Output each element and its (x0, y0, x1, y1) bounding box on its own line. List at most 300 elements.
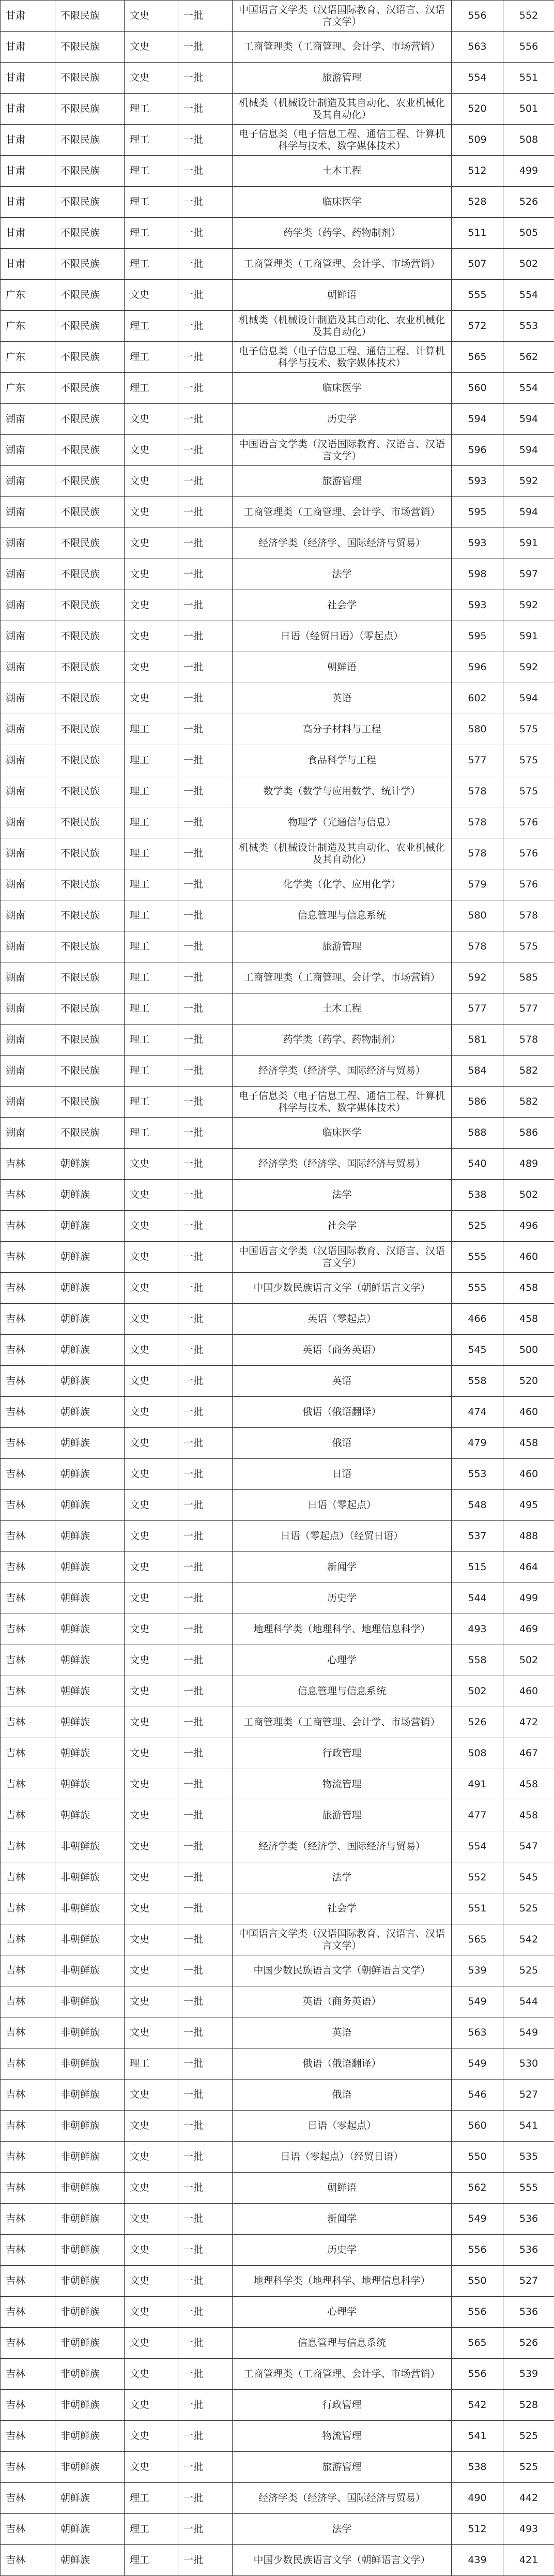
max-score-cell: 538 (452, 1180, 503, 1211)
batch-cell: 一批 (178, 590, 233, 621)
table-row (1, 2266, 554, 2297)
batch-cell: 一批 (178, 1831, 233, 1862)
major-cell: 工商管理类（工商管理、会计学、市场营销） (233, 962, 452, 993)
min-score-cell: 499 (503, 1583, 554, 1614)
province-cell: 甘肃 (1, 1, 55, 32)
max-score-cell: 549 (452, 2204, 503, 2235)
province-cell: 吉林 (1, 2266, 55, 2297)
subject-cell: 文史 (125, 466, 178, 497)
major-cell: 中国语言文学类（汉语国际教育、汉语言、汉语言文学） (233, 1924, 452, 1955)
ethnicity-cell: 朝鲜族 (55, 1738, 125, 1769)
max-score-cell: 439 (452, 2545, 503, 2576)
batch-cell: 一批 (178, 1335, 233, 1366)
subject-cell: 文史 (125, 1149, 178, 1180)
batch-cell: 一批 (178, 2297, 233, 2328)
subject-cell: 文史 (125, 2204, 178, 2235)
table-row (1, 714, 554, 745)
batch-cell: 一批 (178, 1211, 233, 1242)
major-cell: 中国语言文学类（汉语国际教育、汉语言、汉语言文学） (233, 1, 452, 32)
table-row (1, 2359, 554, 2390)
min-score-cell: 594 (503, 435, 554, 466)
major-cell: 机械类（机械设计制造及其自动化、农业机械化及其自动化） (233, 311, 452, 342)
max-score-cell: 466 (452, 1304, 503, 1335)
min-score-cell: 544 (503, 1986, 554, 2017)
major-cell: 历史学 (233, 2235, 452, 2266)
table-row (1, 1459, 554, 1490)
ethnicity-cell: 不限民族 (55, 125, 125, 156)
batch-cell: 一批 (178, 1645, 233, 1676)
province-cell: 吉林 (1, 1614, 55, 1645)
max-score-cell: 553 (452, 1459, 503, 1490)
batch-cell: 一批 (178, 1893, 233, 1924)
max-score-cell: 541 (452, 2421, 503, 2452)
major-cell: 社会学 (233, 590, 452, 621)
major-cell: 化学类（化学、应用化学） (233, 869, 452, 900)
major-cell: 物流管理 (233, 2421, 452, 2452)
subject-cell: 文史 (125, 1676, 178, 1707)
table-row (1, 218, 554, 249)
table-row (1, 2328, 554, 2359)
ethnicity-cell: 不限民族 (55, 962, 125, 993)
table-row (1, 2235, 554, 2266)
ethnicity-cell: 非朝鲜族 (55, 1955, 125, 1986)
major-cell: 临床医学 (233, 187, 452, 218)
batch-cell: 一批 (178, 1614, 233, 1645)
batch-cell: 一批 (178, 1118, 233, 1149)
ethnicity-cell: 朝鲜族 (55, 1707, 125, 1738)
major-cell: 日语（零起点）（经贸日语） (233, 2142, 452, 2173)
subject-cell: 文史 (125, 1490, 178, 1521)
province-cell: 甘肃 (1, 32, 55, 63)
max-score-cell: 593 (452, 528, 503, 559)
min-score-cell: 594 (503, 497, 554, 528)
min-score-cell: 575 (503, 776, 554, 807)
province-cell: 湖南 (1, 1056, 55, 1087)
table-row (1, 1273, 554, 1304)
min-score-cell: 493 (503, 2514, 554, 2545)
major-cell: 旅游管理 (233, 63, 452, 94)
min-score-cell: 555 (503, 2173, 554, 2204)
max-score-cell: 578 (452, 776, 503, 807)
max-score-cell: 565 (452, 342, 503, 373)
ethnicity-cell: 朝鲜族 (55, 1490, 125, 1521)
min-score-cell: 549 (503, 2017, 554, 2048)
batch-cell: 一批 (178, 2421, 233, 2452)
max-score-cell: 578 (452, 931, 503, 962)
province-cell: 甘肃 (1, 125, 55, 156)
province-cell: 吉林 (1, 2452, 55, 2483)
ethnicity-cell: 不限民族 (55, 1118, 125, 1149)
max-score-cell: 490 (452, 2483, 503, 2514)
major-cell: 俄语（俄语翻译） (233, 2048, 452, 2080)
table-row (1, 1056, 554, 1087)
batch-cell: 一批 (178, 931, 233, 962)
province-cell: 湖南 (1, 683, 55, 714)
province-cell: 湖南 (1, 714, 55, 745)
subject-cell: 文史 (125, 2017, 178, 2048)
table-row (1, 187, 554, 218)
batch-cell: 一批 (178, 2390, 233, 2421)
batch-cell: 一批 (178, 2452, 233, 2483)
major-cell: 信息管理与信息系统 (233, 900, 452, 931)
table-row (1, 1893, 554, 1924)
ethnicity-cell: 非朝鲜族 (55, 2359, 125, 2390)
subject-cell: 文史 (125, 652, 178, 683)
table-row (1, 869, 554, 900)
major-cell: 旅游管理 (233, 466, 452, 497)
table-row (1, 1986, 554, 2017)
batch-cell: 一批 (178, 1087, 233, 1118)
province-cell: 湖南 (1, 931, 55, 962)
subject-cell: 理工 (125, 2514, 178, 2545)
batch-cell: 一批 (178, 1, 233, 32)
major-cell: 工商管理类（工商管理、会计学、市场营销） (233, 32, 452, 63)
max-score-cell: 542 (452, 2390, 503, 2421)
batch-cell: 一批 (178, 32, 233, 63)
ethnicity-cell: 不限民族 (55, 1, 125, 32)
min-score-cell: 502 (503, 249, 554, 280)
ethnicity-cell: 朝鲜族 (55, 1397, 125, 1428)
major-cell: 日语（零起点）（经贸日语） (233, 1521, 452, 1552)
subject-cell: 文史 (125, 559, 178, 590)
min-score-cell: 592 (503, 590, 554, 621)
table-row (1, 1614, 554, 1645)
province-cell: 吉林 (1, 1397, 55, 1428)
min-score-cell: 592 (503, 652, 554, 683)
batch-cell: 一批 (178, 2266, 233, 2297)
min-score-cell: 525 (503, 2452, 554, 2483)
subject-cell: 文史 (125, 32, 178, 63)
subject-cell: 文史 (125, 1831, 178, 1862)
province-cell: 吉林 (1, 2017, 55, 2048)
subject-cell: 文史 (125, 1335, 178, 1366)
max-score-cell: 526 (452, 1707, 503, 1738)
province-cell: 吉林 (1, 1273, 55, 1304)
min-score-cell: 586 (503, 1118, 554, 1149)
min-score-cell: 591 (503, 528, 554, 559)
max-score-cell: 512 (452, 2514, 503, 2545)
batch-cell: 一批 (178, 652, 233, 683)
province-cell: 甘肃 (1, 156, 55, 187)
ethnicity-cell: 不限民族 (55, 497, 125, 528)
table-row (1, 1645, 554, 1676)
subject-cell: 文史 (125, 2452, 178, 2483)
table-row (1, 2048, 554, 2080)
min-score-cell: 536 (503, 2235, 554, 2266)
min-score-cell: 578 (503, 900, 554, 931)
province-cell: 吉林 (1, 1769, 55, 1800)
table-row (1, 2390, 554, 2421)
max-score-cell: 560 (452, 373, 503, 404)
table-row (1, 1738, 554, 1769)
ethnicity-cell: 非朝鲜族 (55, 2173, 125, 2204)
min-score-cell: 576 (503, 838, 554, 869)
batch-cell: 一批 (178, 156, 233, 187)
batch-cell: 一批 (178, 745, 233, 776)
subject-cell: 文史 (125, 1, 178, 32)
major-cell: 旅游管理 (233, 2452, 452, 2483)
batch-cell: 一批 (178, 1428, 233, 1459)
province-cell: 吉林 (1, 1955, 55, 1986)
ethnicity-cell: 非朝鲜族 (55, 2421, 125, 2452)
min-score-cell: 552 (503, 1, 554, 32)
min-score-cell: 467 (503, 1738, 554, 1769)
ethnicity-cell: 朝鲜族 (55, 1769, 125, 1800)
major-cell: 法学 (233, 559, 452, 590)
max-score-cell: 555 (452, 280, 503, 311)
major-cell: 电子信息类（电子信息工程、通信工程、计算机科学与技术、数字媒体技术） (233, 125, 452, 156)
min-score-cell: 528 (503, 2390, 554, 2421)
ethnicity-cell: 不限民族 (55, 1025, 125, 1056)
major-cell: 物流管理 (233, 1769, 452, 1800)
min-score-cell: 505 (503, 218, 554, 249)
table-row (1, 2545, 554, 2576)
ethnicity-cell: 不限民族 (55, 311, 125, 342)
ethnicity-cell: 不限民族 (55, 342, 125, 373)
min-score-cell: 582 (503, 1087, 554, 1118)
province-cell: 广东 (1, 373, 55, 404)
max-score-cell: 592 (452, 962, 503, 993)
min-score-cell: 464 (503, 1552, 554, 1583)
batch-cell: 一批 (178, 125, 233, 156)
batch-cell: 一批 (178, 1521, 233, 1552)
min-score-cell: 500 (503, 1335, 554, 1366)
table-row (1, 1676, 554, 1707)
min-score-cell: 502 (503, 1180, 554, 1211)
min-score-cell: 489 (503, 1149, 554, 1180)
subject-cell: 理工 (125, 838, 178, 869)
ethnicity-cell: 朝鲜族 (55, 1304, 125, 1335)
subject-cell: 理工 (125, 931, 178, 962)
ethnicity-cell: 非朝鲜族 (55, 1862, 125, 1893)
major-cell: 高分子材料与工程 (233, 714, 452, 745)
batch-cell: 一批 (178, 1180, 233, 1211)
max-score-cell: 549 (452, 2048, 503, 2080)
table-row (1, 2142, 554, 2173)
max-score-cell: 502 (452, 1676, 503, 1707)
table-row (1, 1800, 554, 1831)
ethnicity-cell: 非朝鲜族 (55, 1986, 125, 2017)
ethnicity-cell: 不限民族 (55, 466, 125, 497)
subject-cell: 文史 (125, 683, 178, 714)
subject-cell: 理工 (125, 900, 178, 931)
subject-cell: 理工 (125, 714, 178, 745)
ethnicity-cell: 不限民族 (55, 714, 125, 745)
min-score-cell: 458 (503, 1428, 554, 1459)
major-cell: 食品科学与工程 (233, 745, 452, 776)
province-cell: 吉林 (1, 1800, 55, 1831)
table-row (1, 1955, 554, 1986)
max-score-cell: 565 (452, 1924, 503, 1955)
major-cell: 工商管理类（工商管理、会计学、市场营销） (233, 2359, 452, 2390)
subject-cell: 文史 (125, 435, 178, 466)
max-score-cell: 544 (452, 1583, 503, 1614)
ethnicity-cell: 朝鲜族 (55, 1428, 125, 1459)
max-score-cell: 555 (452, 1242, 503, 1273)
major-cell: 新闻学 (233, 1552, 452, 1583)
province-cell: 吉林 (1, 1211, 55, 1242)
subject-cell: 文史 (125, 404, 178, 435)
ethnicity-cell: 朝鲜族 (55, 2483, 125, 2514)
major-cell: 数学类（数学与应用数学、统计学） (233, 776, 452, 807)
min-score-cell: 597 (503, 559, 554, 590)
max-score-cell: 493 (452, 1614, 503, 1645)
batch-cell: 一批 (178, 63, 233, 94)
ethnicity-cell: 非朝鲜族 (55, 2328, 125, 2359)
table-row (1, 2297, 554, 2328)
table-row (1, 373, 554, 404)
min-score-cell: 536 (503, 2297, 554, 2328)
ethnicity-cell: 非朝鲜族 (55, 1831, 125, 1862)
max-score-cell: 479 (452, 1428, 503, 1459)
batch-cell: 一批 (178, 838, 233, 869)
table-row (1, 931, 554, 962)
subject-cell: 理工 (125, 2048, 178, 2080)
province-cell: 吉林 (1, 2142, 55, 2173)
ethnicity-cell: 朝鲜族 (55, 1552, 125, 1583)
min-score-cell: 442 (503, 2483, 554, 2514)
province-cell: 湖南 (1, 1118, 55, 1149)
max-score-cell: 474 (452, 1397, 503, 1428)
major-cell: 地理科学类（地理科学、地理信息科学） (233, 2266, 452, 2297)
province-cell: 吉林 (1, 1180, 55, 1211)
min-score-cell: 562 (503, 342, 554, 373)
major-cell: 行政管理 (233, 2390, 452, 2421)
province-cell: 甘肃 (1, 94, 55, 125)
batch-cell: 一批 (178, 1862, 233, 1893)
min-score-cell: 582 (503, 1056, 554, 1087)
min-score-cell: 460 (503, 1242, 554, 1273)
subject-cell: 理工 (125, 1025, 178, 1056)
max-score-cell: 579 (452, 869, 503, 900)
batch-cell: 一批 (178, 2359, 233, 2390)
min-score-cell: 542 (503, 1924, 554, 1955)
province-cell: 吉林 (1, 1242, 55, 1273)
subject-cell: 理工 (125, 1118, 178, 1149)
min-score-cell: 460 (503, 1397, 554, 1428)
major-cell: 朝鲜语 (233, 280, 452, 311)
max-score-cell: 588 (452, 1118, 503, 1149)
batch-cell: 一批 (178, 280, 233, 311)
table-row (1, 683, 554, 714)
major-cell: 俄语 (233, 1428, 452, 1459)
province-cell: 湖南 (1, 652, 55, 683)
max-score-cell: 520 (452, 94, 503, 125)
ethnicity-cell: 不限民族 (55, 156, 125, 187)
major-cell: 电子信息类（电子信息工程、通信工程、计算机科学与技术、数字媒体技术） (233, 342, 452, 373)
subject-cell: 文史 (125, 1273, 178, 1304)
subject-cell: 理工 (125, 311, 178, 342)
province-cell: 甘肃 (1, 187, 55, 218)
major-cell: 日语（零起点） (233, 2111, 452, 2142)
table-row (1, 1, 554, 32)
max-score-cell: 555 (452, 1273, 503, 1304)
major-cell: 机械类（机械设计制造及其自动化、农业机械化及其自动化） (233, 838, 452, 869)
subject-cell: 文史 (125, 1397, 178, 1428)
province-cell: 广东 (1, 280, 55, 311)
province-cell: 吉林 (1, 1459, 55, 1490)
table-row (1, 404, 554, 435)
major-cell: 社会学 (233, 1893, 452, 1924)
province-cell: 湖南 (1, 590, 55, 621)
max-score-cell: 551 (452, 1893, 503, 1924)
major-cell: 中国少数民族语言文学（朝鲜语言文学） (233, 1955, 452, 1986)
subject-cell: 理工 (125, 342, 178, 373)
table-row (1, 249, 554, 280)
max-score-cell: 593 (452, 466, 503, 497)
max-score-cell: 580 (452, 900, 503, 931)
major-cell: 药学类（药学、药物制剂） (233, 218, 452, 249)
major-cell: 物理学（光通信与信息） (233, 807, 452, 838)
max-score-cell: 595 (452, 621, 503, 652)
ethnicity-cell: 朝鲜族 (55, 1583, 125, 1614)
province-cell: 湖南 (1, 466, 55, 497)
table-row (1, 1924, 554, 1955)
subject-cell: 文史 (125, 1521, 178, 1552)
province-cell: 湖南 (1, 528, 55, 559)
subject-cell: 文史 (125, 1428, 178, 1459)
min-score-cell: 577 (503, 993, 554, 1025)
province-cell: 吉林 (1, 1490, 55, 1521)
batch-cell: 一批 (178, 342, 233, 373)
min-score-cell: 556 (503, 32, 554, 63)
province-cell: 吉林 (1, 2173, 55, 2204)
batch-cell: 一批 (178, 2514, 233, 2545)
ethnicity-cell: 不限民族 (55, 559, 125, 590)
batch-cell: 一批 (178, 2080, 233, 2111)
max-score-cell: 602 (452, 683, 503, 714)
subject-cell: 文史 (125, 590, 178, 621)
max-score-cell: 565 (452, 2328, 503, 2359)
table-row (1, 1025, 554, 1056)
min-score-cell: 594 (503, 404, 554, 435)
batch-cell: 一批 (178, 683, 233, 714)
major-cell: 朝鲜语 (233, 2173, 452, 2204)
min-score-cell: 545 (503, 1862, 554, 1893)
min-score-cell: 535 (503, 2142, 554, 2173)
table-row (1, 1490, 554, 1521)
max-score-cell: 580 (452, 714, 503, 745)
max-score-cell: 596 (452, 652, 503, 683)
subject-cell: 文史 (125, 1862, 178, 1893)
max-score-cell: 598 (452, 559, 503, 590)
table-row (1, 1180, 554, 1211)
table-row (1, 807, 554, 838)
province-cell: 吉林 (1, 2204, 55, 2235)
max-score-cell: 545 (452, 1335, 503, 1366)
major-cell: 日语（零起点） (233, 1490, 452, 1521)
ethnicity-cell: 不限民族 (55, 621, 125, 652)
major-cell: 经济学类（经济学、国际经济与贸易） (233, 1831, 452, 1862)
province-cell: 吉林 (1, 2048, 55, 2080)
subject-cell: 文史 (125, 1707, 178, 1738)
subject-cell: 文史 (125, 1893, 178, 1924)
province-cell: 吉林 (1, 1924, 55, 1955)
min-score-cell: 530 (503, 2048, 554, 2080)
ethnicity-cell: 朝鲜族 (55, 2545, 125, 2576)
min-score-cell: 541 (503, 2111, 554, 2142)
table-row (1, 1769, 554, 1800)
table-row (1, 1211, 554, 1242)
batch-cell: 一批 (178, 1149, 233, 1180)
batch-cell: 一批 (178, 528, 233, 559)
batch-cell: 一批 (178, 1986, 233, 2017)
major-cell: 中国语言文学类（汉语国际教育、汉语言、汉语言文学） (233, 435, 452, 466)
province-cell: 吉林 (1, 1862, 55, 1893)
min-score-cell: 499 (503, 156, 554, 187)
subject-cell: 文史 (125, 2235, 178, 2266)
min-score-cell: 576 (503, 807, 554, 838)
